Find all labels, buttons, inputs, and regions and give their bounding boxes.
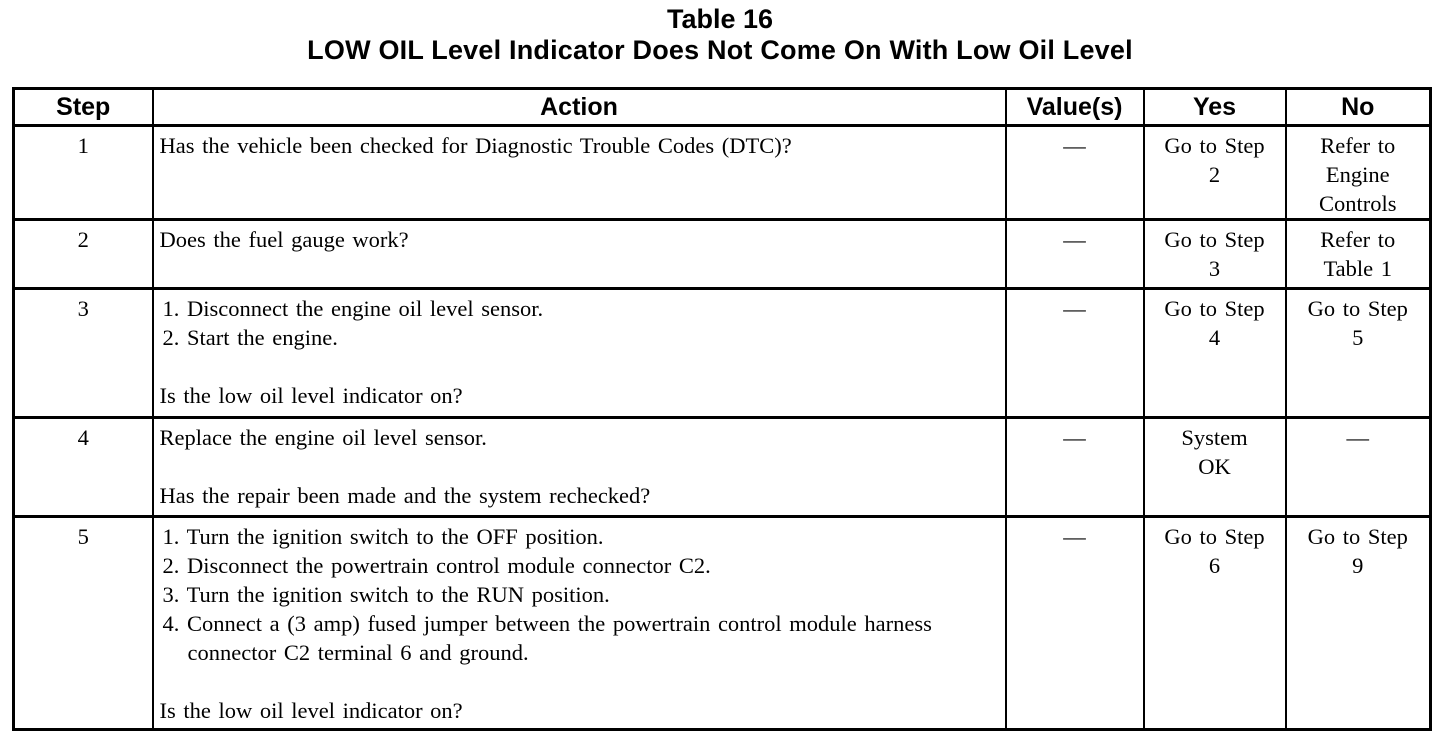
action-cell xyxy=(153,418,1006,517)
action-step-item: 1. Turn the ignition switch to the OFF position. xyxy=(162,524,604,549)
yes-cell: Go to Step 4 xyxy=(1144,289,1286,418)
action-question: Is the low oil level indicator on? xyxy=(159,698,463,723)
action-spacer xyxy=(160,352,999,381)
no-cell: Refer to Table 1 xyxy=(1286,220,1431,289)
action-spacer xyxy=(160,452,999,481)
step-cell: 4 xyxy=(14,418,153,517)
step-cell: 2 xyxy=(14,220,153,289)
value-cell: — xyxy=(1006,418,1144,517)
yes-cell: Go to Step 6 xyxy=(1144,517,1286,730)
no-cell: Go to Step 5 xyxy=(1286,289,1431,418)
action-step-item: 1. Disconnect the engine oil level sensor. xyxy=(162,296,544,321)
action-lead: Replace the engine oil level sensor. xyxy=(159,425,487,450)
yes-cell: Go to Step 3 xyxy=(1144,220,1286,289)
action-steps-list xyxy=(160,294,999,352)
action-cell xyxy=(153,126,1006,220)
action-question: Has the repair been made and the system rechecked? xyxy=(159,483,651,508)
action-step-item: 2. Disconnect the powertrain control module connector C2. xyxy=(162,553,711,578)
header-values: Value(s) xyxy=(1006,89,1144,126)
table-row xyxy=(14,418,1431,517)
action-question: Is the low oil level indicator on? xyxy=(159,383,463,408)
yes-cell: System OK xyxy=(1144,418,1286,517)
table-title: LOW OIL Level Indicator Does Not Come On With Low Oil Level xyxy=(307,35,1133,65)
table-row xyxy=(14,517,1431,730)
step-cell: 5 xyxy=(14,517,153,730)
no-cell: — xyxy=(1286,418,1431,517)
value-cell: — xyxy=(1006,289,1144,418)
header-step: Step xyxy=(14,89,153,126)
value-cell: — xyxy=(1006,220,1144,289)
yes-cell: Go to Step 2 xyxy=(1144,126,1286,220)
value-cell: — xyxy=(1006,517,1144,730)
action-steps-list xyxy=(160,522,999,667)
action-cell xyxy=(153,517,1006,730)
no-cell: Refer to Engine Controls xyxy=(1286,126,1431,220)
value-cell: — xyxy=(1006,126,1144,220)
action-step-item: 3. Turn the ignition switch to the RUN position. xyxy=(162,582,610,607)
table-title-block xyxy=(0,4,1440,66)
table-row xyxy=(14,220,1431,289)
table-row xyxy=(14,289,1431,418)
header-action: Action xyxy=(153,89,1006,126)
action-step-item: 4. Connect a (3 amp) fused jumper between the powertrain control module harness connector C2 terminal 6 and ground. xyxy=(162,611,940,665)
table-number: Table 16 xyxy=(666,4,774,34)
header-row xyxy=(14,89,1431,126)
step-cell: 1 xyxy=(14,126,153,220)
no-cell: Go to Step 9 xyxy=(1286,517,1431,730)
table-body xyxy=(14,126,1431,730)
step-cell: 3 xyxy=(14,289,153,418)
diagnostic-table xyxy=(12,87,1432,731)
action-question: Has the vehicle been checked for Diagnostic Trouble Codes (DTC)? xyxy=(159,133,792,158)
header-no: No xyxy=(1286,89,1431,126)
header-yes: Yes xyxy=(1144,89,1286,126)
table-row xyxy=(14,126,1431,220)
action-step-item: 2. Start the engine. xyxy=(162,325,338,350)
action-cell xyxy=(153,289,1006,418)
action-question: Does the fuel gauge work? xyxy=(159,227,409,252)
action-spacer xyxy=(160,667,999,696)
action-cell xyxy=(153,220,1006,289)
